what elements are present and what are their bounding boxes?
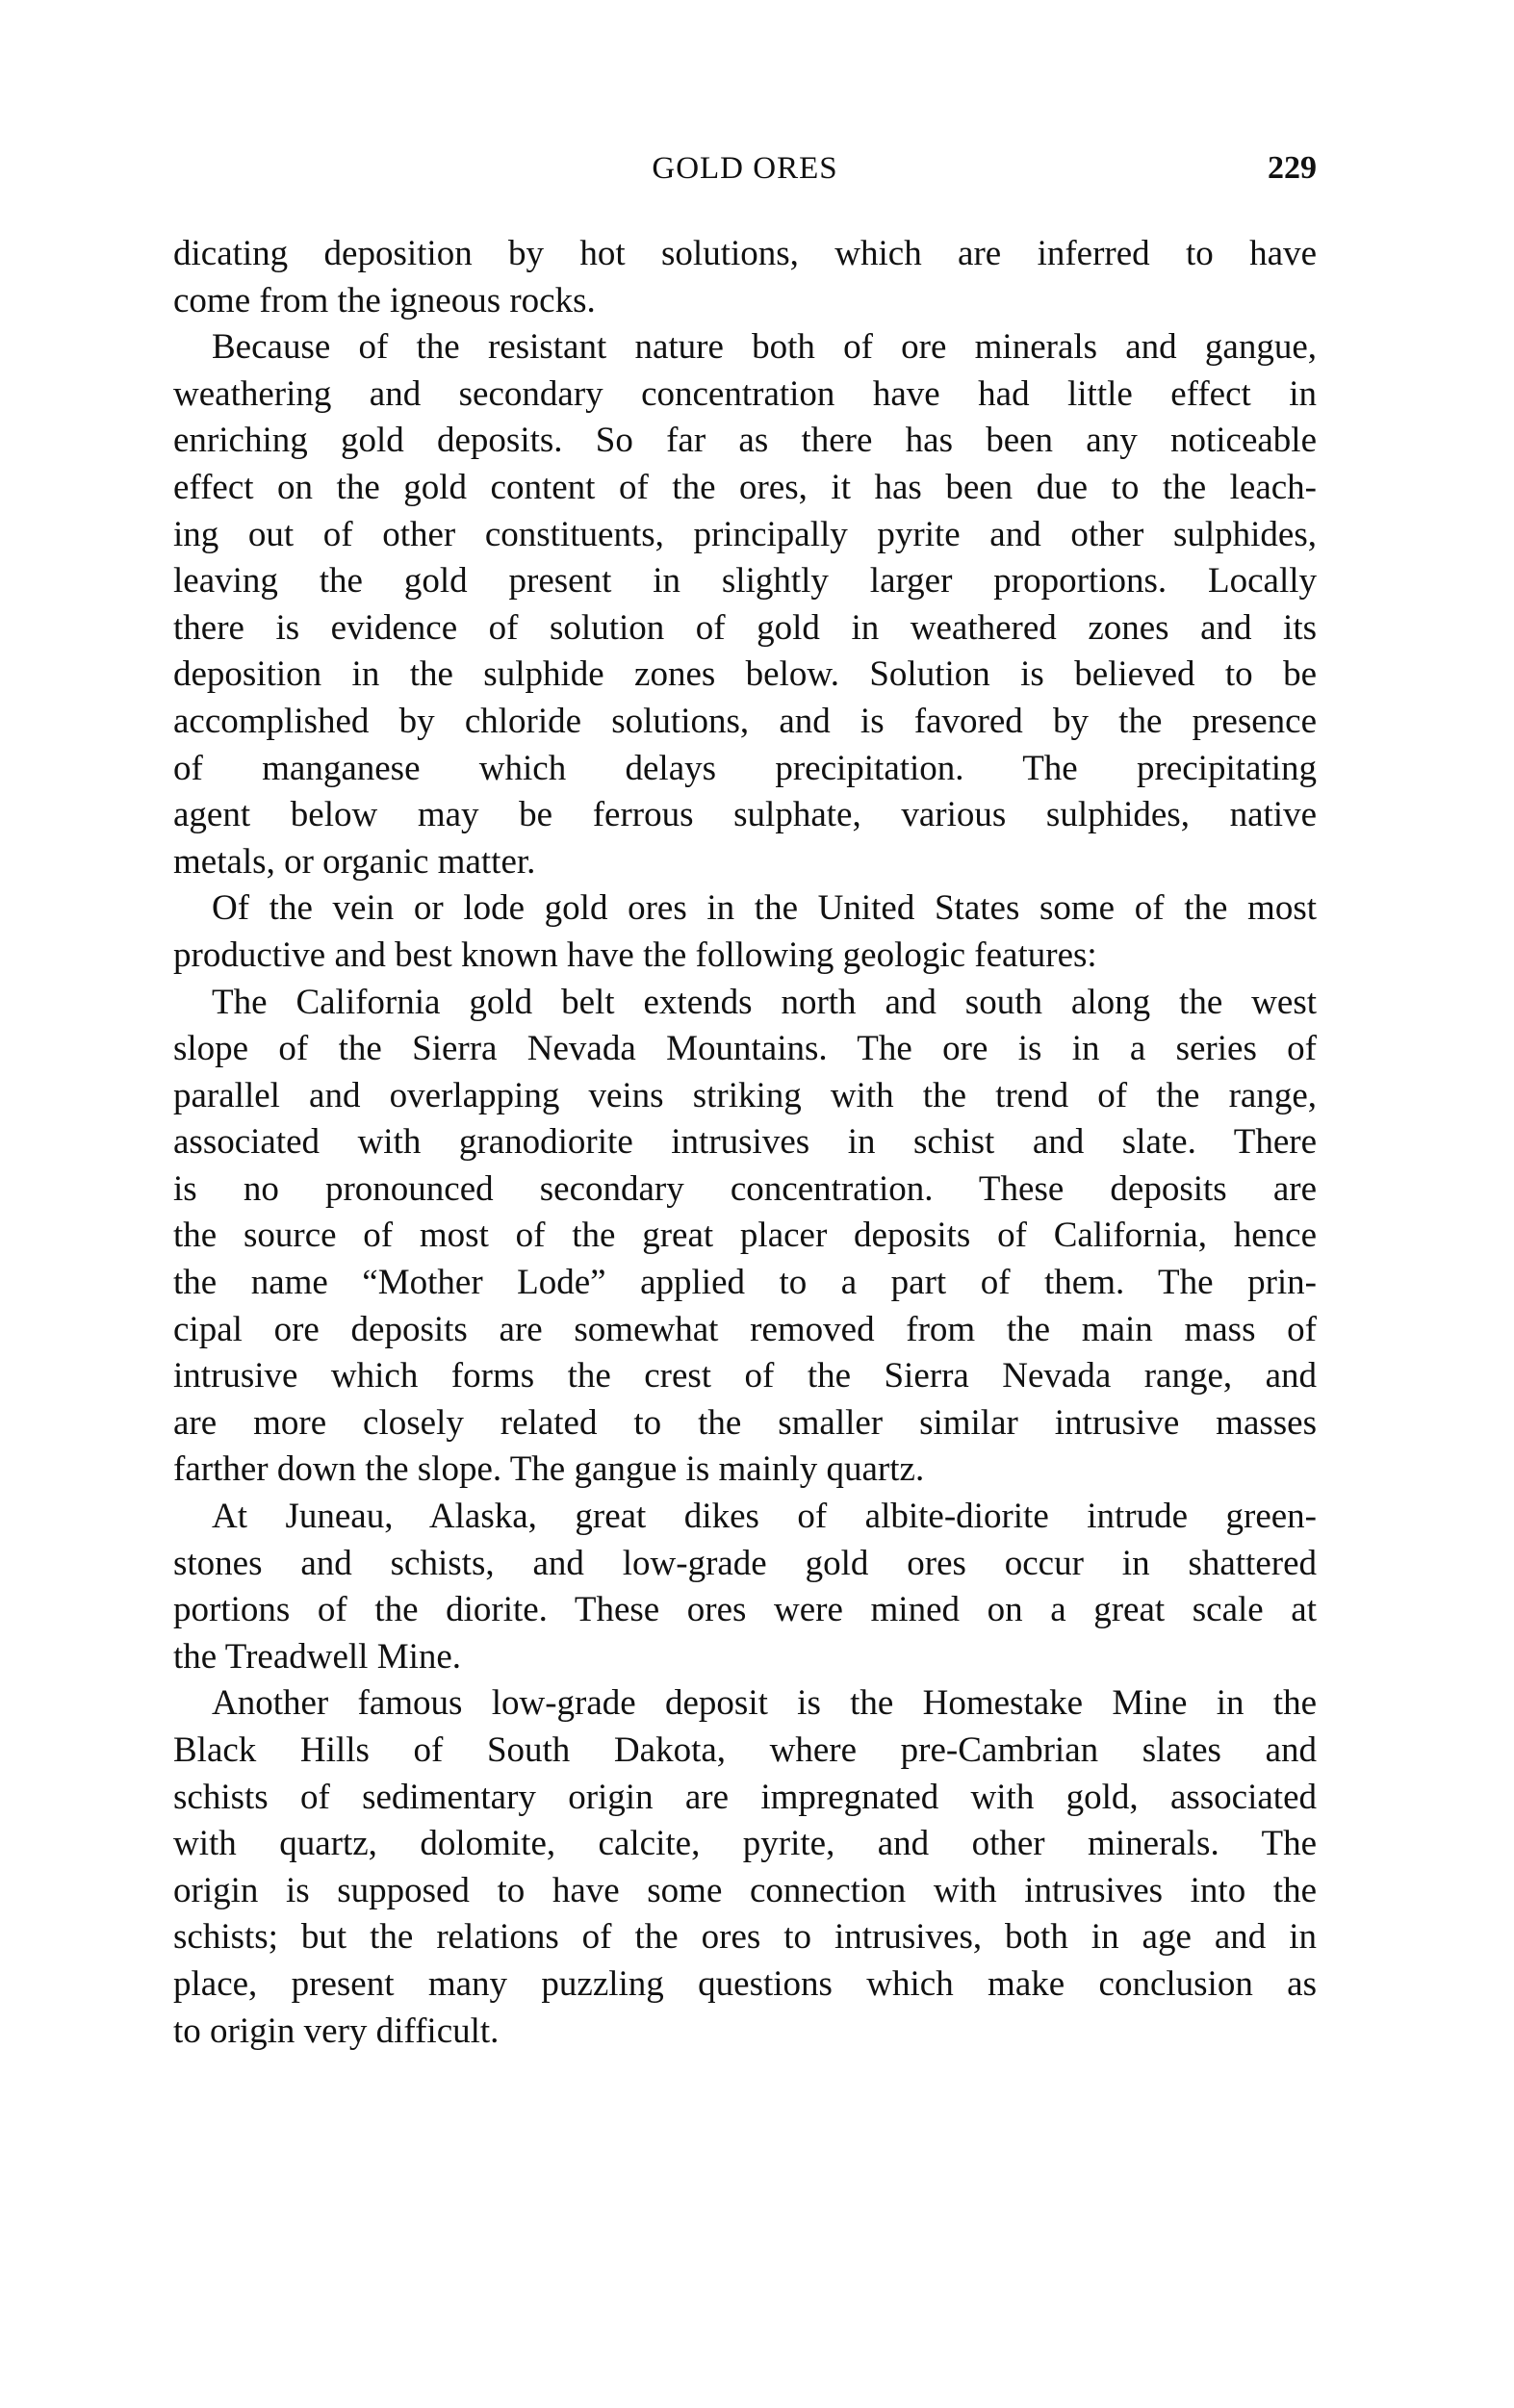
text-line: portions of the diorite. These ores were mined on a great scale at bbox=[173, 1590, 1317, 1630]
text-line: with quartz, dolomite, calcite, pyrite, and other minerals. The bbox=[173, 1824, 1317, 1864]
text-line: place, present many puzzling questions which make conclusion as bbox=[173, 1963, 1317, 2004]
text-line: there is evidence of solution of gold in weathered zones and its bbox=[173, 607, 1317, 648]
text-line: associated with granodiorite intrusives in schist and slate. There bbox=[173, 1122, 1317, 1163]
text-line: agent below may be ferrous sulphate, various sulphides, native bbox=[173, 795, 1317, 835]
text-line: enriching gold deposits. So far as there has been any noticeable bbox=[173, 421, 1317, 461]
text-line: ing out of other constituents, principally pyrite and other sulphides, bbox=[173, 514, 1317, 554]
text-line: intrusive which forms the crest of the Sierra Nevada range, and bbox=[173, 1356, 1317, 1396]
text-line: is no pronounced secondary concentration. These deposits are bbox=[173, 1168, 1317, 1209]
text-line: of manganese which delays precipitation. The precipitating bbox=[173, 748, 1317, 788]
text-line: stones and schists, and low-grade gold ores occur in shattered bbox=[173, 1543, 1317, 1583]
text-line: metals, or organic matter. bbox=[173, 841, 536, 882]
text-line: Black Hills of South Dakota, where pre-Cambrian slates and bbox=[173, 1730, 1317, 1770]
text-line: cipal ore deposits are somewhat removed from the main mass of bbox=[173, 1309, 1317, 1349]
paragraph bbox=[173, 1494, 1317, 1680]
text-line: the Treadwell Mine. bbox=[173, 1636, 462, 1677]
paragraph bbox=[173, 980, 1317, 1495]
text-line: At Juneau, Alaska, great dikes of albite-diorite intrude green- bbox=[212, 1497, 1317, 1537]
text-line: weathering and secondary concentration have had little effect in bbox=[173, 373, 1317, 414]
text-line: Because of the resistant nature both of ore minerals and gangue, bbox=[212, 327, 1317, 368]
text-line: the source of most of the great placer deposits of California, hence bbox=[173, 1216, 1317, 1256]
text-line: leaving the gold present in slightly larger proportions. Locally bbox=[173, 561, 1317, 602]
text-line: come from the igneous rocks. bbox=[173, 280, 596, 320]
text-line: deposition in the sulphide zones below. Solution is believed to be bbox=[173, 654, 1317, 695]
text-line: Of the vein or lode gold ores in the United States some of the most bbox=[212, 888, 1317, 929]
text-line: to origin very difficult. bbox=[173, 2011, 500, 2051]
text-line: dicating deposition by hot solutions, which are inferred to have bbox=[173, 234, 1317, 273]
text-line: are more closely related to the smaller similar intrusive masses bbox=[173, 1402, 1317, 1443]
text-line: accomplished by chloride solutions, and is favored by the presence bbox=[173, 701, 1317, 741]
text-line: productive and best known have the following geologic features: bbox=[173, 935, 1097, 975]
text-line: the name “Mother Lode” applied to a part of them. The prin- bbox=[173, 1263, 1317, 1303]
text-line: schists; but the relations of the ores to intrusives, both in age and in bbox=[173, 1917, 1317, 1958]
running-head bbox=[173, 144, 1317, 192]
text-line: origin is supposed to have some connection with intrusives into the bbox=[173, 1870, 1317, 1910]
paragraph bbox=[173, 231, 1317, 324]
paragraph bbox=[173, 1680, 1317, 2055]
text-line: The California gold belt extends north and south along the west bbox=[212, 982, 1317, 1022]
text-line: Another famous low-grade deposit is the Homestake Mine in the bbox=[212, 1683, 1317, 1724]
text-line: slope of the Sierra Nevada Mountains. The ore is in a series of bbox=[173, 1029, 1317, 1069]
text-line: farther down the slope. The gangue is mainly quartz. bbox=[173, 1449, 925, 1490]
page-number: 229 bbox=[1268, 150, 1317, 186]
text-line: effect on the gold content of the ores, it has been due to the leach- bbox=[173, 467, 1317, 507]
paragraph bbox=[173, 324, 1317, 885]
body-text bbox=[173, 231, 1317, 2055]
text-line: parallel and overlapping veins striking with the trend of the range, bbox=[173, 1075, 1317, 1115]
text-line: schists of sedimentary origin are impregnated with gold, associated bbox=[173, 1777, 1317, 1817]
chapter-title: GOLD ORES bbox=[652, 151, 838, 186]
paragraph bbox=[173, 885, 1317, 979]
